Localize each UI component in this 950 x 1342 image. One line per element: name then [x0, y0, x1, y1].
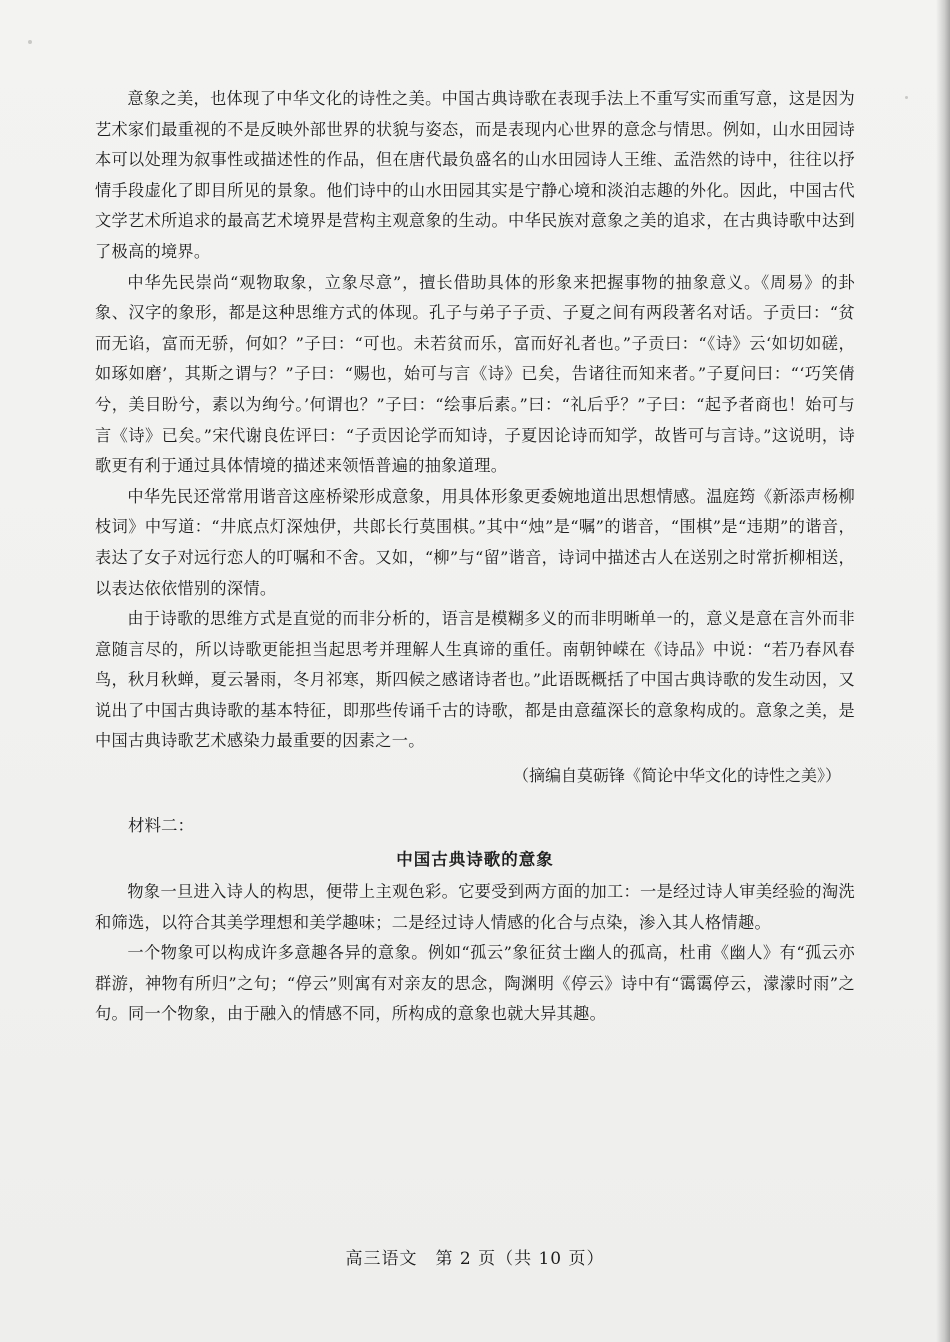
page-edge-shadow [936, 0, 950, 1342]
scan-speck [905, 96, 908, 99]
source-citation: （摘编自莫砺锋《简论中华文化的诗性之美》） [512, 766, 841, 786]
paragraph: 一个物象可以构成许多意趣各异的意象。例如“孤云”象征贫士幽人的孤高，杜甫《幽人》有“孤云亦群游，神物有所归”之句；“停云”则寓有对亲友的思念，陶渊明《停云》诗中有“霭霭停云，濛濛时雨”之句。同一个物象，由于融入的情感不同，所构成的意象也就大异其趣。 [95, 943, 855, 1024]
scan-speck [28, 40, 32, 44]
paragraph: 物象一旦进入诗人的构思，便带上主观色彩。它要受到两方面的加工：一是经过诗人审美经验的淘洗和筛选，以符合其美学理想和美学趣味；二是经过诗人情感的化合与点染，渗入其人格情趣。 [95, 882, 855, 932]
paragraph: 中华先民还常常用谐音这座桥梁形成意象，用具体形象更委婉地道出思想情感。温庭筠《新添声杨柳枝词》中写道：“井底点灯深烛伊，共郎长行莫围棋。”其中“烛”是“嘱”的谐音，“围棋”是“违期”的谐音，表达了女子对远行恋人的叮嘱和不舍。又如，“柳”与“留”谐音，诗词中描述古人在送别之时常折柳相送，以表达依依惜别的深情。 [95, 486, 855, 598]
paragraph: 意象之美，也体现了中华文化的诗性之美。中国古典诗歌在表现手法上不重写实而重写意，这是因为艺术家们最重视的不是反映外部世界的状貌与姿态，而是表现内心世界的意念与情思。例如，山水田园诗本可以处理为叙事性或描述性的作品，但在唐代最负盛名的山水田园诗人王维、孟浩然的诗中，往往以抒情手段虚化了即目所见的景象。他们诗中的山水田园其实是宁静心境和淡泊志趣的外化。因此，中国古代文学艺术所追求的最高艺术境界是营构主观意象的生动。中华民族对意象之美的追求，在古典诗歌中达到了极高的境界。 [95, 89, 855, 261]
paragraph: 由于诗歌的思维方式是直觉的而非分析的，语言是模糊多义的而非明晰单一的，意义是意在言外而非意随言尽的，所以诗歌更能担当起思考并理解人生真谛的重任。南朝钟嵘在《诗品》中说：“若乃春风春鸟，秋月秋蝉，夏云暑雨，冬月祁寒，斯四候之感诸诗者也。”此语既概括了中国古典诗歌的发生动因，又说出了中国古典诗歌的基本特征，即那些传诵千古的诗歌，都是由意蕴深长的意象构成的。意象之美，是中国古典诗歌艺术感染力最重要的因素之一。 [95, 609, 855, 751]
page-footer: 高三语文 第 2 页（共 10 页） [345, 1249, 605, 1269]
material-two-label: 材料二： [128, 816, 194, 836]
article-body [95, 84, 855, 1030]
section-title: 中国古典诗歌的意象 [396, 850, 554, 870]
paragraph: 中华先民崇尚“观物取象，立象尽意”，擅长借助具体的形象来把握事物的抽象意义。《周易》的卦象、汉字的象形，都是这种思维方式的体现。孔子与弟子子贡、子夏之间有两段著名对话。子贡曰：“贫而无谄，富而无骄，何如？”子曰：“可也。未若贫而乐，富而好礼者也。”子贡曰：“《诗》云‘如切如磋，如琢如磨’，其斯之谓与？”子曰：“赐也，始可与言《诗》已矣，告诸往而知来者。”子夏问曰：“‘巧笑倩兮，美目盼兮，素以为绚兮。’何谓也？”子曰：“绘事后素。”曰：“礼后乎？”子曰：“起予者商也！始可与言《诗》已矣。”宋代谢良佐评曰：“子贡因论学而知诗，子夏因论诗而知学，故皆可与言诗。”这说明，诗歌更有利于通过具体情境的描述来领悟普遍的抽象道理。 [95, 272, 855, 476]
